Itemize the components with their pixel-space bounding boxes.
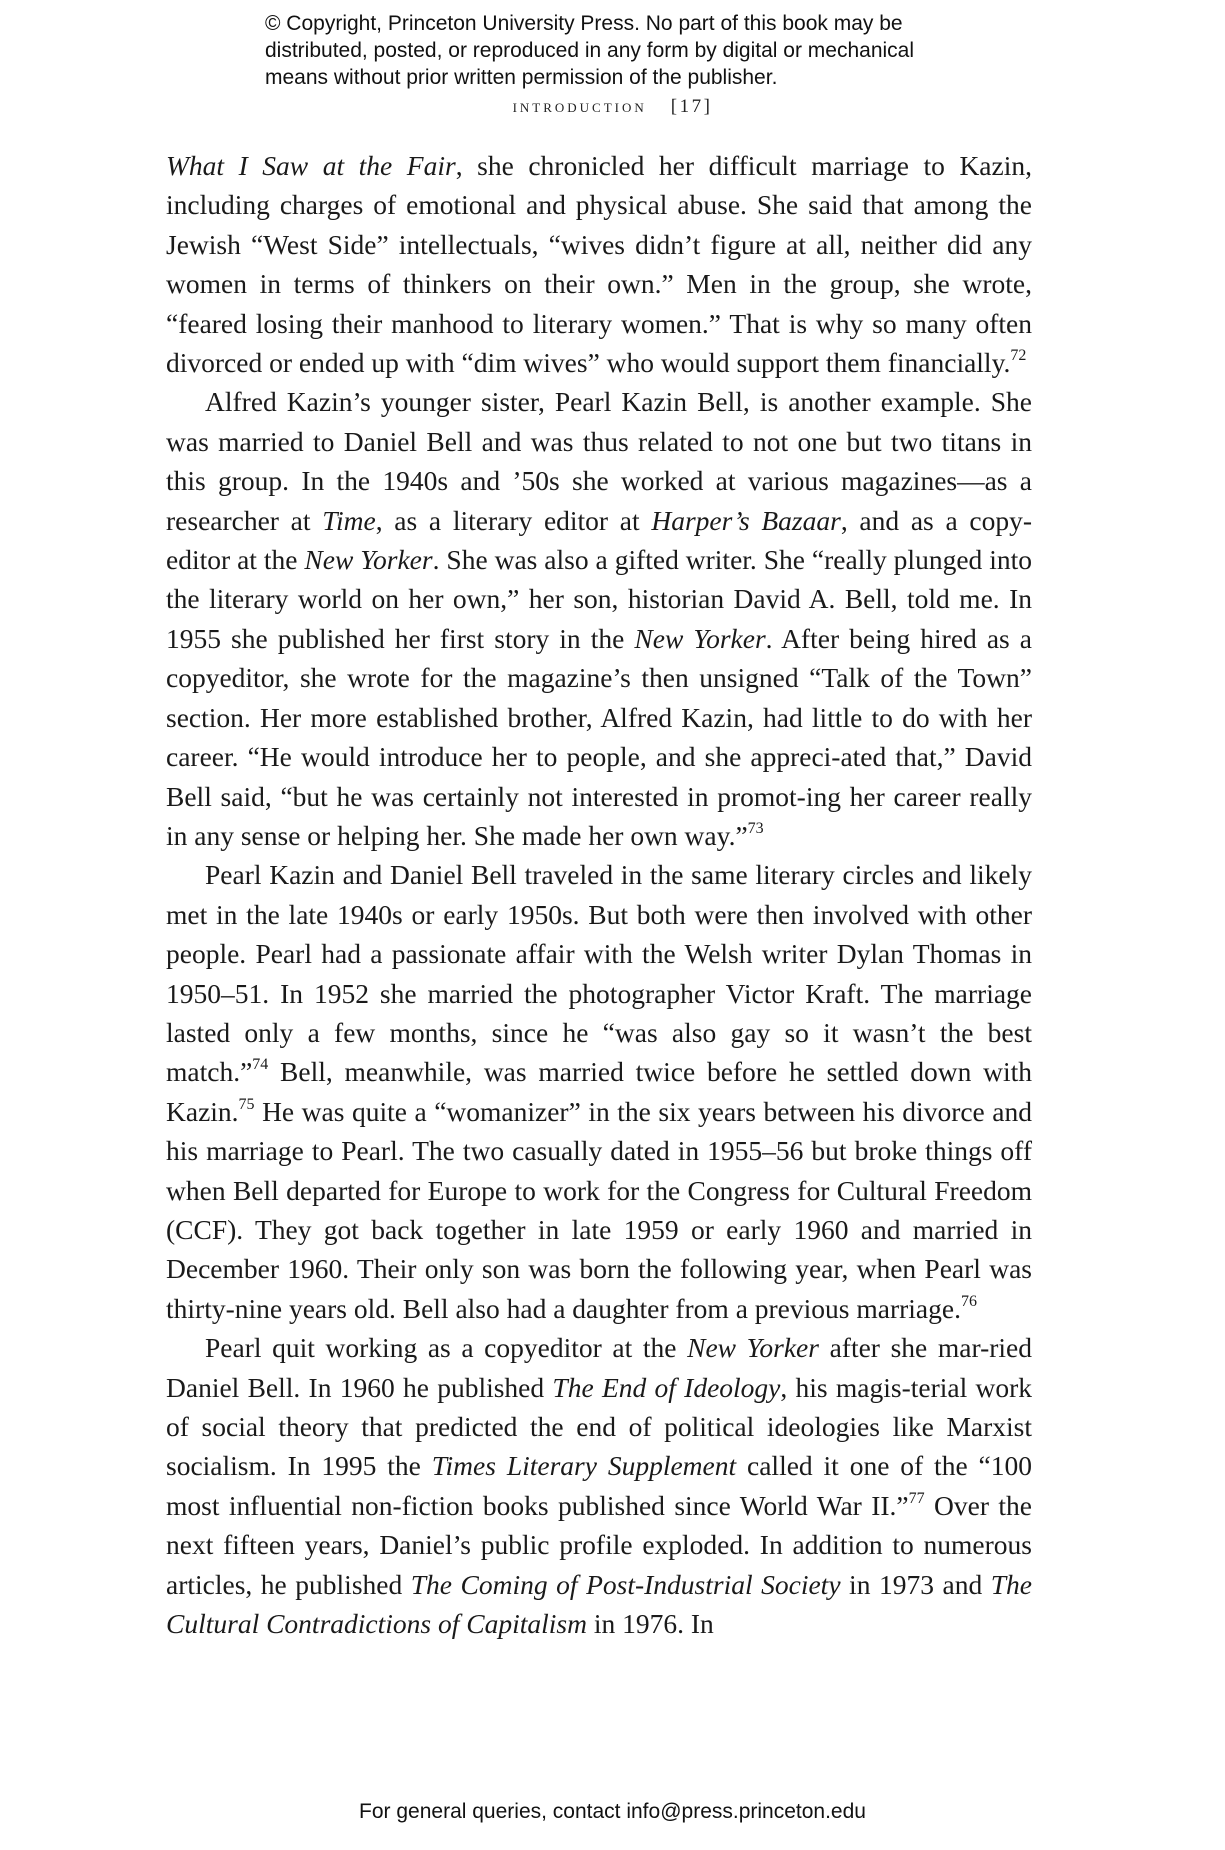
contact-footer: For general queries, contact info@press.princeton.edu <box>359 1800 866 1823</box>
text-run: . After being hired as a copyeditor, she wrote for the magazine’s then unsigned “Talk of the Town” section. Her more established brother, Alfred Kazin, had little to do with her career. “He would introduce her to people, and she appreci-ated that,” David Bell said, “but he was certainly not interested in promot-ing her career really in any sense or helping her. She made her own way.” <box>166 622 1033 851</box>
copyright-line: © Copyright, Princeton University Press. No part of this book may be <box>265 12 903 35</box>
publication-title: New Yorker <box>304 544 433 576</box>
book-title: The End of Ideology <box>552 1371 781 1403</box>
text-run: , his magis-terial work of social theory that predicted the end of political ideologies like Marxist socialism. In 1995 the <box>166 1371 1032 1482</box>
copyright-line: means without prior written permission of the publisher. <box>265 66 778 89</box>
footnote-ref-77[interactable]: 77 <box>908 1489 925 1507</box>
book-title: The Coming of Post-Industrial Society <box>410 1568 841 1600</box>
footnote-ref-73[interactable]: 73 <box>747 819 764 837</box>
text-run: Alfred Kazin’s younger sister, Pearl Kazin Bell, is another example. She was married to Daniel Bell and was thus related to not one but two titans in this group. In the 1940s and ’50s she worked at various magazines—as a researcher at <box>166 386 1032 536</box>
paragraph-2 <box>166 382 1032 855</box>
publication-title: New Yorker <box>687 1332 819 1364</box>
text-run: in 1973 and <box>840 1568 991 1600</box>
text-run: , as a literary editor at <box>375 504 652 536</box>
text-run: Pearl Kazin and Daniel Bell traveled in the same literary circles and likely met in the late 1940s or early 1950s. But both were then involved with other people. Pearl had a passionate affair with the Welsh writer Dylan Thomas in 1950–51. In 1952 she married the photographer Victor Kraft. The marriage lasted only a few months, since he “was also gay so it wasn’t the best match.” <box>166 859 1032 1088</box>
text-run: . She was also a gifted writer. She “really plunged into the literary world on her own,” her son, historian David A. Bell, told me. In 1955 she published her first story in the <box>166 544 1032 654</box>
text-run: called it one of the “100 most influential non-fiction books published since World War II.” <box>166 1450 1032 1521</box>
text-run: in 1976. In <box>586 1608 714 1640</box>
text-run: Pearl quit working as a copyeditor at the <box>205 1332 688 1364</box>
publication-title: Time <box>322 504 376 536</box>
book-title: The Cultural Contradictions of Capitalism <box>166 1568 1032 1640</box>
publication-title: Harper’s Bazaar <box>651 504 841 536</box>
copyright-line: distributed, posted, or reproduced in any form by digital or mechanical <box>265 39 915 62</box>
text-run: He was quite a “womanizer” in the six years between his divorce and his marriage to Pearl. The two casually dated in 1955–56 but broke things off when Bell departed for Europe to work for the Congress for Cultural Freedom (CCF). They got back together in late 1959 or early 1960 and married in December 1960. Their only son was born the following year, when Pearl was thirty-nine years old. Bell also had a daughter from a previous marriage. <box>166 1095 1032 1324</box>
footnote-ref-72[interactable]: 72 <box>1010 347 1027 365</box>
footnote-ref-75[interactable]: 75 <box>238 1095 255 1113</box>
book-title: What I Saw at the Fair <box>166 150 456 181</box>
paragraph-3 <box>166 855 1032 1328</box>
footnote-ref-76[interactable]: 76 <box>960 1292 977 1310</box>
chapter-title: introduction <box>512 96 647 117</box>
footnote-ref-74[interactable]: 74 <box>252 1056 269 1074</box>
publication-title: Times Literary Supplement <box>431 1450 737 1482</box>
text-run: , she chronicled her difficult marriage to Kazin, including charges of emotional and physical abuse. She said that among the Jewish “West Side” intellectuals, “wives didn’t figure at all, neither did any women in terms of thinkers on their own.” Men in the group, she wrote, “feared losing their manhood to literary women.” That is why so many often divorced or ended up with “dim wives” who would support them financially. <box>166 150 1032 379</box>
running-head <box>0 96 1225 118</box>
text-run: Over the next fifteen years, Daniel’s public profile exploded. In addition to numerous articles, he published <box>166 1489 1032 1600</box>
page-number: [17] <box>670 96 713 117</box>
copyright-notice <box>265 10 985 91</box>
paragraph-1 <box>166 146 1032 382</box>
paragraph-4 <box>166 1328 1032 1643</box>
publication-title: New Yorker <box>634 622 766 654</box>
text-run: after she mar-ried Daniel Bell. In 1960 he published <box>166 1332 1032 1403</box>
text-run: Bell, meanwhile, was married twice before he settled down with Kazin. <box>166 1056 1032 1127</box>
body-text <box>166 146 1032 1643</box>
text-run: , and as a copy-editor at the <box>166 504 1032 576</box>
